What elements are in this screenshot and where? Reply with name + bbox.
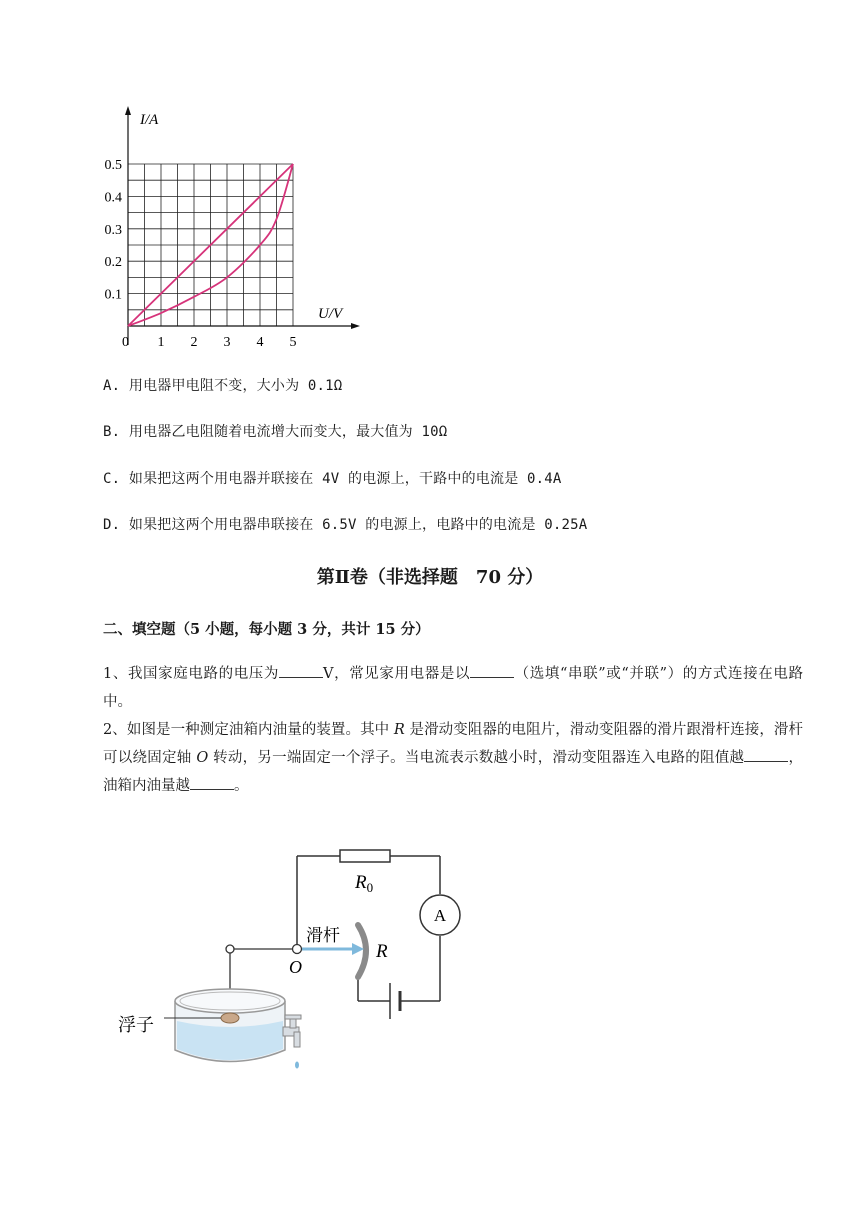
y-tick-label: 0.5: [104, 158, 122, 173]
section-title: 第Ⅱ卷（非选择题 70 分）: [316, 567, 544, 588]
q2-text-3: 转动，另一端固定一个浮子。当电流表示数越小时，滑动变阻器连入电路的阻值越: [208, 750, 745, 766]
origin-label: 0: [122, 335, 129, 350]
y-axis-arrow: [125, 106, 131, 115]
q2-text-4: ，油箱内油量越: [103, 750, 804, 794]
x-axis-label: U/V: [318, 306, 343, 322]
y-tick-label: 0.3: [104, 222, 122, 238]
y-tick-label: 0.1: [104, 287, 122, 303]
r0-label: $R_0$: [355, 872, 374, 895]
q1-text-3: （选填“串联”或“并联”）的方式连接在电路中。: [103, 666, 803, 710]
option-a: A. 用电器甲电阻不变，大小为 0.1Ω: [103, 378, 343, 394]
q2-var-o: O: [196, 750, 209, 766]
y-tick-labels: [105, 158, 123, 303]
water-drop-icon: [295, 1062, 299, 1069]
x-tick-labels: [158, 335, 297, 350]
x-axis-arrow: [351, 323, 360, 329]
slider-arrow: [352, 943, 364, 955]
x-tick-label: 5: [289, 335, 297, 350]
lever-label: 滑杆: [306, 926, 340, 945]
y-tick-label: 0.2: [104, 255, 122, 271]
y-axis-label: I/A: [140, 112, 159, 128]
q2-text-1: 2、如图是一种测定油箱内油量的装置。其中: [103, 722, 394, 738]
option-b: B. 用电器乙电阻随着电流增大而变大，最大值为 10Ω: [103, 424, 448, 440]
q1-blank-1[interactable]: [279, 663, 323, 678]
resistor-r-label: R: [376, 941, 388, 962]
q2-text-5: 。: [234, 778, 249, 794]
q1-text-1: 1、我国家庭电路的电压为: [103, 666, 280, 682]
question-2: [103, 716, 803, 800]
lever-end-joint: [226, 945, 234, 953]
pivot-label: O: [289, 957, 302, 977]
pivot-o: [293, 945, 302, 954]
section-subheading: 二、填空题（5 小题，每小题 3 分，共计 15 分）: [103, 621, 430, 638]
q2-blank-2[interactable]: [190, 775, 234, 790]
option-d: D. 如果把这两个用电器串联接在 6.5V 的电源上，电路中的电流是 0.25A: [103, 517, 588, 533]
iu-graph: [100, 100, 360, 360]
x-tick-label: 3: [223, 335, 231, 350]
q1-text-2: V，常见家用电器是以: [323, 666, 471, 682]
x-tick-label: 4: [256, 335, 264, 350]
q1-blank-2[interactable]: [470, 663, 514, 678]
q2-var-r: R: [393, 722, 405, 738]
x-tick-label: 1: [157, 335, 165, 350]
oil-gauge-diagram: [100, 835, 520, 1080]
q2-blank-1[interactable]: [744, 747, 788, 762]
q2-text-2: 是滑动变阻器的电阻片，滑动变阻器的滑片跟滑杆连接，滑杆可以绕固定轴: [103, 722, 803, 766]
option-c: C. 如果把这两个用电器并联接在 4V 的电源上，干路中的电流是 0.4A: [103, 471, 562, 487]
y-tick-label: 0.4: [104, 190, 122, 206]
oil-tank: [175, 989, 285, 1062]
question-1: [103, 660, 803, 716]
resistor-r0: [340, 850, 390, 862]
x-tick-label: 2: [190, 335, 198, 350]
ammeter-label: A: [433, 906, 447, 925]
float-label: 浮子: [118, 1015, 154, 1035]
float: [221, 1013, 239, 1023]
